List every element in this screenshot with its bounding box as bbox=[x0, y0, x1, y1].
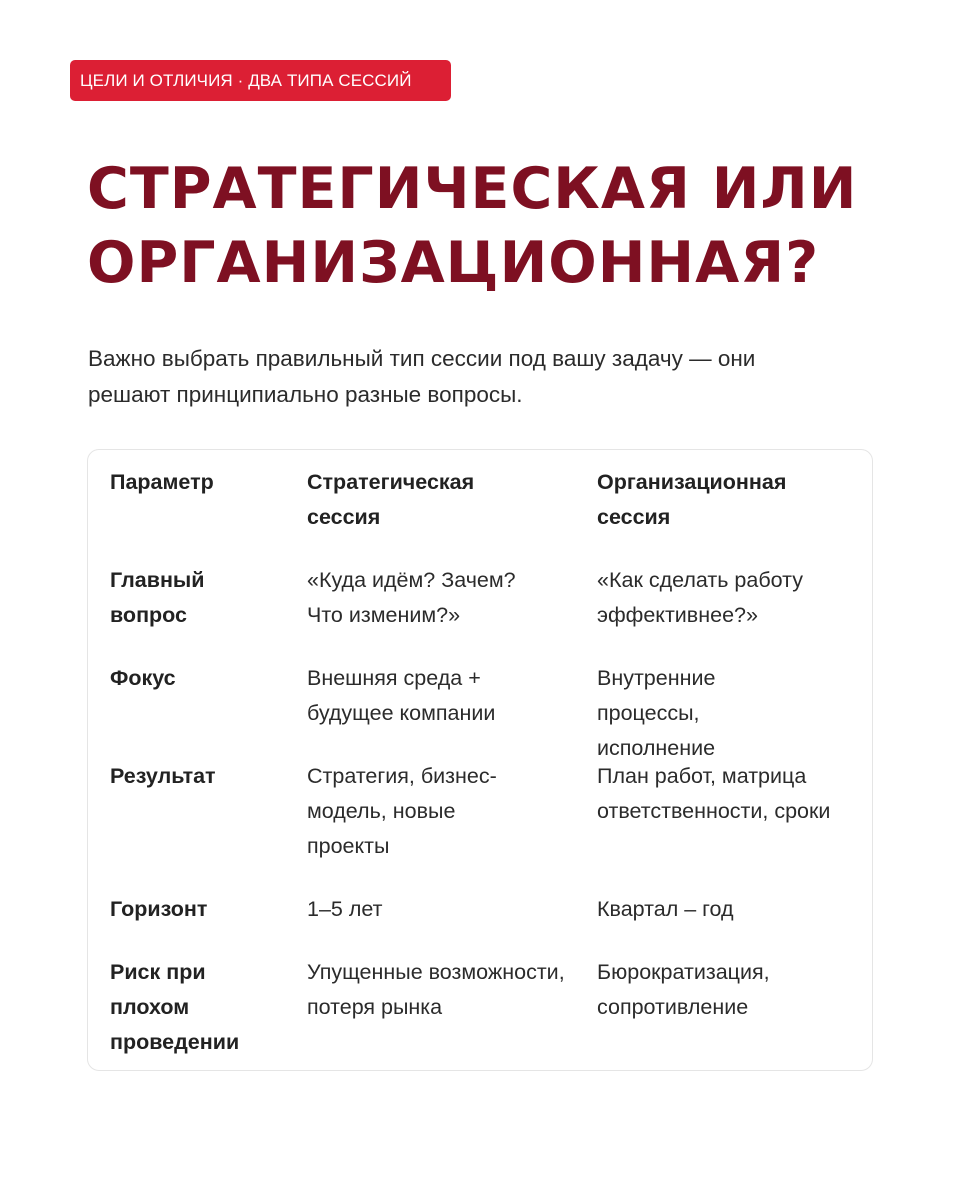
intro-line: решают принципиально разные вопросы. bbox=[88, 382, 523, 407]
intro-text bbox=[88, 341, 848, 413]
row-label: Горизонт bbox=[110, 897, 208, 921]
row-strategic: 1–5 лет bbox=[307, 897, 383, 921]
intro-line: Важно выбрать правильный тип сессии под вашу задачу — они bbox=[88, 346, 756, 371]
row-organizational: Внутренние процессы, исполнение bbox=[597, 666, 716, 760]
row-organizational: «Как сделать работу эффективнее?» bbox=[597, 568, 803, 627]
row-organizational: Квартал – год bbox=[597, 897, 734, 921]
row-label: Фокус bbox=[110, 666, 176, 690]
page-title bbox=[87, 152, 887, 300]
row-label: Результат bbox=[110, 764, 216, 788]
section-tag: ЦЕЛИ И ОТЛИЧИЯ · ДВА ТИПА СЕССИЙ bbox=[70, 60, 451, 101]
title-line: СТРАТЕГИЧЕСКАЯ ИЛИ bbox=[87, 156, 858, 222]
row-strategic: «Куда идём? Зачем? Что изменим?» bbox=[307, 568, 516, 627]
header-strategic: Стратегическая сессия bbox=[307, 470, 475, 529]
row-organizational: Бюрократизация, сопротивление bbox=[597, 960, 770, 1019]
row-strategic: Упущенные возможности, потеря рынка bbox=[307, 960, 565, 1019]
row-organizational: План работ, матрица ответственности, сроки bbox=[597, 764, 831, 823]
header-organizational: Организационная сессия bbox=[597, 470, 787, 529]
row-strategic: Стратегия, бизнес-модель, новые проекты bbox=[307, 764, 497, 858]
header-parameter: Параметр bbox=[110, 470, 214, 494]
comparison-table bbox=[87, 449, 873, 1071]
row-strategic: Внешняя среда + будущее компании bbox=[307, 666, 496, 725]
row-label: Риск при плохом проведении bbox=[110, 960, 240, 1054]
title-line: ОРГАНИЗАЦИОННАЯ? bbox=[87, 230, 820, 296]
row-label: Главный вопрос bbox=[110, 568, 205, 627]
